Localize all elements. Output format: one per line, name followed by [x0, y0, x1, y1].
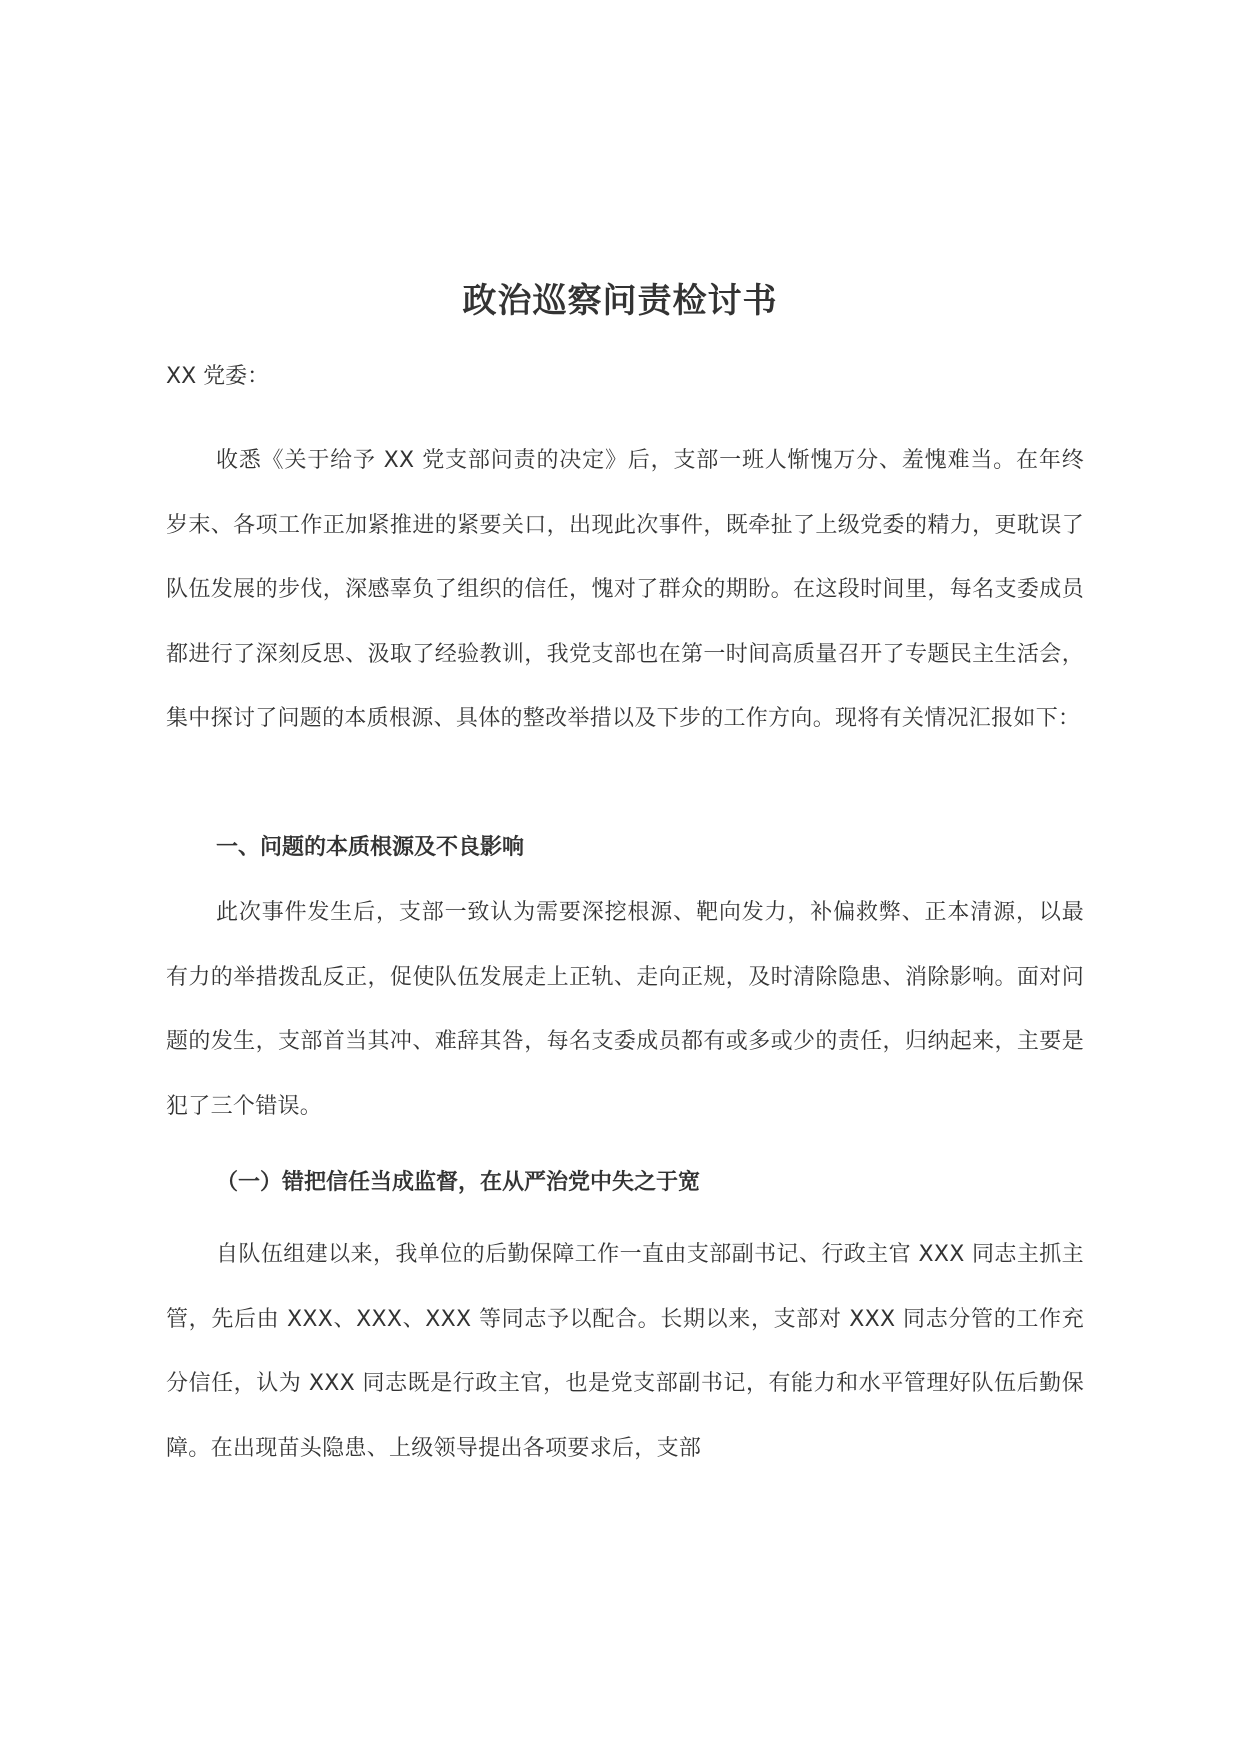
subsection-heading-1: （一）错把信任当成监督，在从严治党中失之于宽	[216, 1170, 701, 1195]
section-heading-1: 一、问题的本质根源及不良影响	[216, 835, 525, 860]
paragraph-root-causes: 此次事件发生后，支部一致认为需要深挖根源、靶向发力，补偏救弊、正本清源，以最有力的举措拨乱反正，促使队伍发展走上正轨、走向正规，及时清除隐患、消除影响。面对问题的发生，支部首当其冲、难辞其咎，每名支委成员都有或多或少的责任，归纳起来，主要是犯了三个错误。	[166, 900, 1084, 1119]
document-title: 政治巡察问责检讨书	[462, 281, 778, 321]
paragraph-intro: 收悉《关于给予 XX 党支部问责的决定》后，支部一班人惭愧万分、羞愧难当。在年终岁末、各项工作正加紧推进的紧要关口，出现此次事件，既牵扯了上级党委的精力，更耽误了队伍发展的步伐，深感辜负了组织的信任，愧对了群众的期盼。在这段时间里，每名支委成员都进行了深刻反思、汲取了经验教训，我党支部也在第一时间高质量召开了专题民主生活会，集中探讨了问题的本质根源、具体的整改举措以及下步的工作方向。现将有关情况汇报如下：	[166, 448, 1084, 732]
paragraph-trust-supervision: 自队伍组建以来，我单位的后勤保障工作一直由支部副书记、行政主官 XXX 同志主抓主管，先后由 XXX、XXX、XXX 等同志予以配合。长期以来，支部对 XXX 同志分管的工作充分信任，认为 XXX 同志既是行政主官，也是党支部副书记，有能力和水平管理好队伍后勤保障。在出现苗头隐患、上级领导提出各项要求后，支部	[166, 1242, 1084, 1461]
salutation: XX 党委：	[166, 364, 270, 389]
